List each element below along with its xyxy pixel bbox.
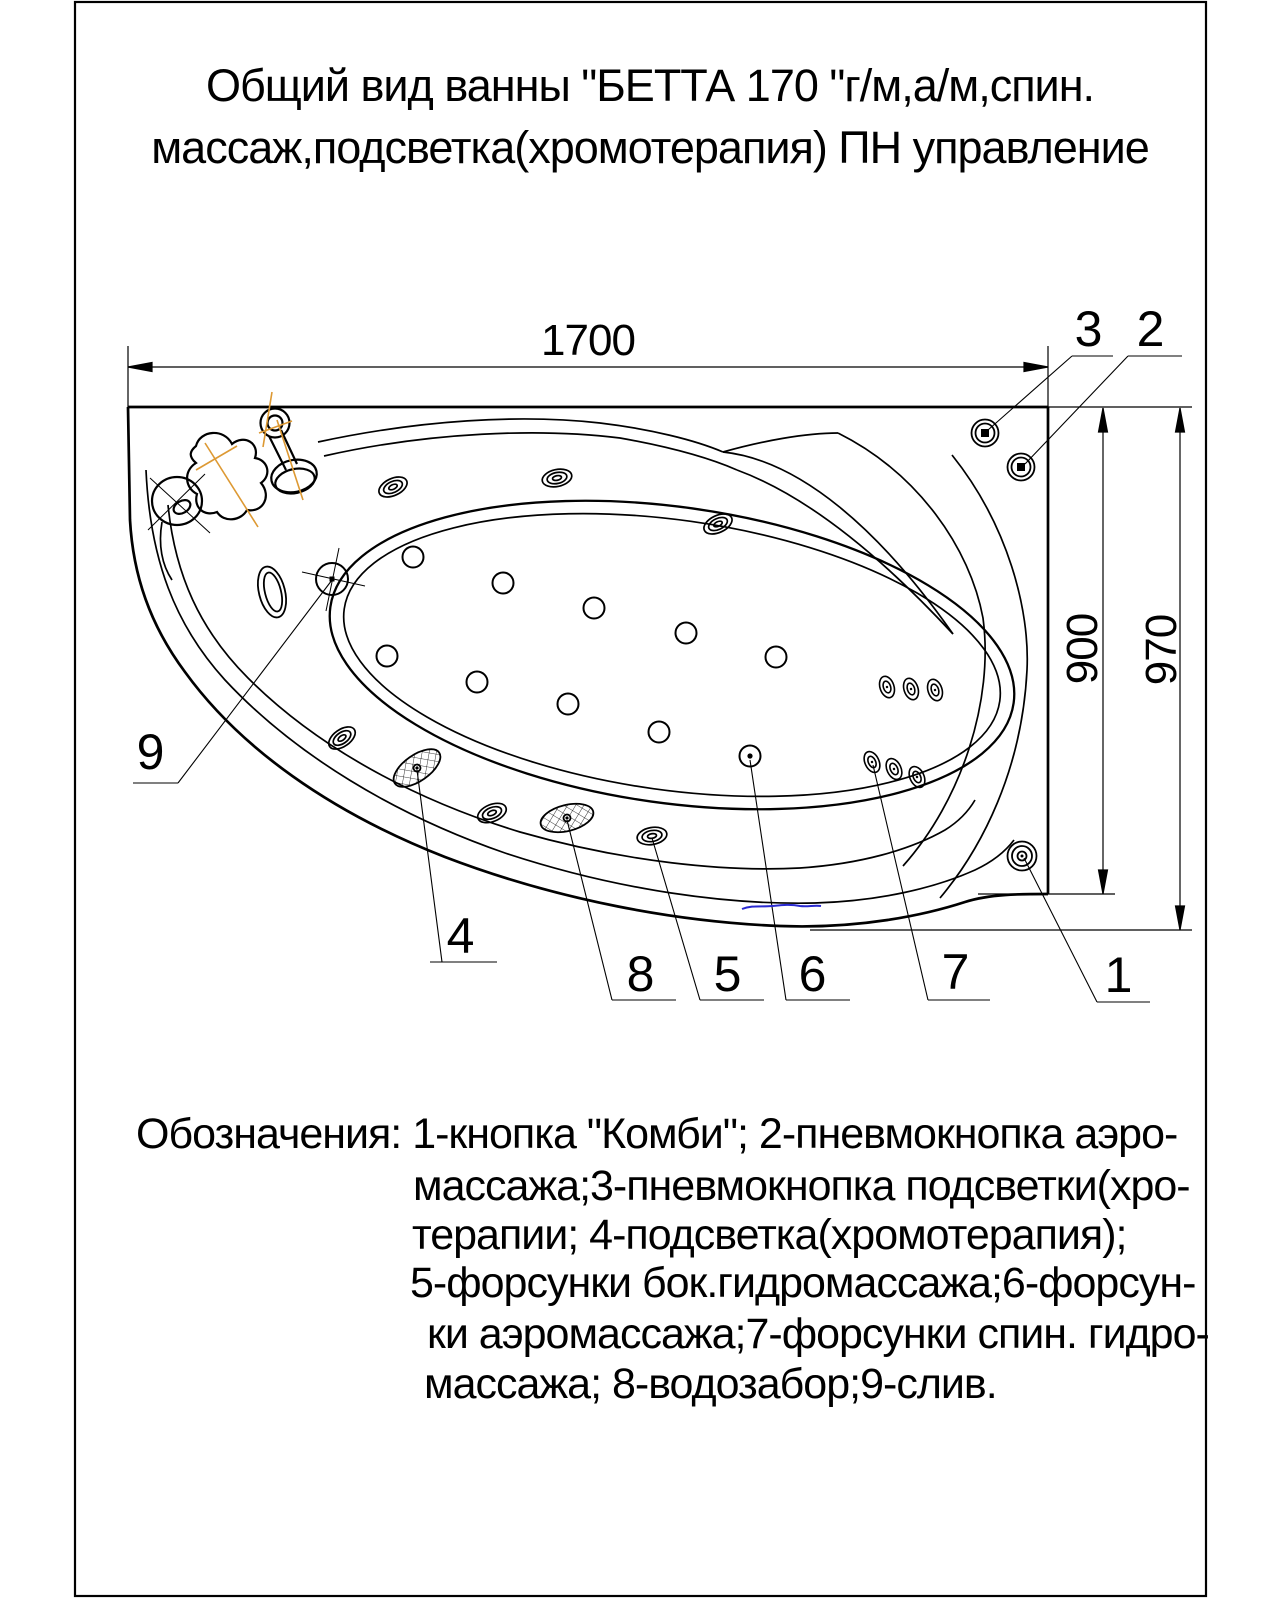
hydro-jets: [325, 467, 735, 847]
legend-line: массажа;3-пневмокнопка подсветки(хро-: [413, 1162, 1190, 1210]
construction-lines: [196, 392, 303, 527]
legend-line: ки аэромассажа;7-форсунки спин. гидро-: [427, 1310, 1209, 1358]
callout-1: 1: [1104, 947, 1132, 1003]
light-button-icon: [972, 420, 999, 447]
spine-jets: [861, 674, 945, 790]
legend-line: терапии; 4-подсветка(хромотерапия);: [412, 1211, 1127, 1259]
legend-line: Обозначения: 1-кнопка "Комби"; 2-пневмокнопка аэро-: [136, 1110, 1178, 1158]
faucet-icon: [152, 409, 320, 526]
aero-jets: [377, 547, 787, 767]
callout-6: 6: [798, 946, 826, 1002]
dimension-length-label: 1700: [541, 316, 635, 365]
callout-5: 5: [713, 946, 741, 1002]
callout-9: 9: [136, 724, 164, 780]
drain-icon: [302, 548, 365, 611]
ink-mark-icon: [742, 905, 821, 909]
callout-8: 8: [626, 946, 654, 1002]
dimension-overall-width-label: 970: [1137, 614, 1186, 686]
callout-leaders: [133, 356, 1186, 1002]
callout-3: 3: [1074, 301, 1102, 357]
overflow-icon: [253, 564, 291, 621]
drawing-title-line2: массаж,подсветка(хромотерапия) ПН управление: [151, 122, 1149, 173]
callout-4: 4: [446, 908, 474, 964]
basin-oval: [310, 460, 1034, 849]
combi-button-icon: [1008, 842, 1037, 871]
legend-line: 5-форсунки бок.гидромассажа;6-форсун-: [410, 1259, 1196, 1307]
callout-2: 2: [1136, 301, 1164, 357]
drawing-title-line1: Общий вид ванны "БЕТТА 170 "г/м,а/м,спин.: [205, 60, 1095, 111]
deck-rim-curves: [146, 419, 1027, 903]
legend-line: массажа; 8-водозабор;9-слив.: [424, 1360, 997, 1408]
dimension-width-label: 900: [1058, 613, 1107, 685]
callout-7: 7: [941, 944, 969, 1000]
